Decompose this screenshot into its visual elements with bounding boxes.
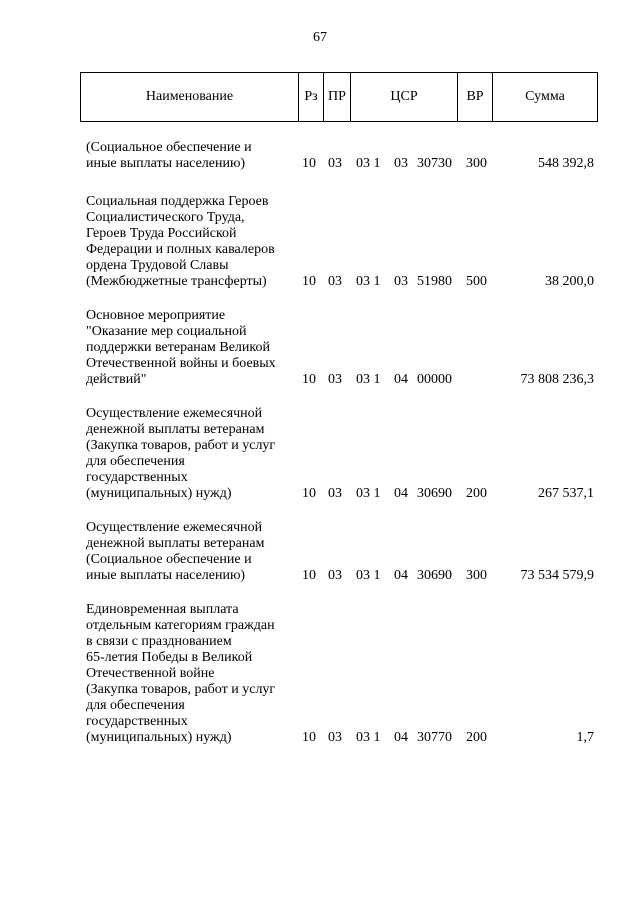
table-header — [80, 72, 598, 122]
row-csr-event: 04 — [394, 730, 408, 745]
row-name: Осуществление ежемесячной денежной выплаты ветеранам (Закупка товаров, работ и услуг для обеспечения государственных (муниципальных) нужд) — [86, 406, 276, 501]
header-csr: ЦСР — [351, 73, 458, 121]
row-csr-program: 03 1 — [356, 730, 381, 745]
row-rz: 10 — [302, 730, 316, 745]
row-csr-event: 03 — [394, 274, 408, 289]
row-csr-event: 04 — [394, 372, 408, 387]
header-pr: ПР — [324, 73, 351, 121]
row-rz: 10 — [302, 156, 316, 171]
row-csr-event: 04 — [394, 486, 408, 501]
table-row — [86, 308, 598, 388]
row-csr-code: 30770 — [417, 730, 452, 745]
row-vr: 300 — [466, 156, 487, 171]
row-vr: 200 — [466, 730, 487, 745]
row-name: Единовременная выплата отдельным категориям граждан в связи с празднованием 65-летия Победы в Великой Отечественной войне (Закупка товаров, работ и услуг для обеспечения государственных (муниципальных) нужд) — [86, 602, 276, 745]
row-rz: 10 — [302, 486, 316, 501]
row-sum: 73 534 579,9 — [520, 568, 594, 583]
row-csr-code: 30690 — [417, 486, 452, 501]
row-name: (Социальное обеспечение и иные выплаты населению) — [86, 140, 252, 171]
row-vr: 500 — [466, 274, 487, 289]
row-csr-code: 30730 — [417, 156, 452, 171]
row-name: Осуществление ежемесячной денежной выплаты ветеранам (Социальное обеспечение и иные выплаты населению) — [86, 520, 265, 583]
row-vr: 300 — [466, 568, 487, 583]
row-vr: 200 — [466, 486, 487, 501]
row-sum: 38 200,0 — [545, 274, 594, 289]
table-row — [86, 194, 598, 290]
header-rz: Рз — [299, 73, 324, 121]
row-csr-code: 00000 — [417, 372, 452, 387]
row-csr-code: 30690 — [417, 568, 452, 583]
table-row — [86, 406, 598, 502]
row-sum: 1,7 — [576, 730, 594, 745]
row-sum: 548 392,8 — [538, 156, 594, 171]
row-rz: 10 — [302, 568, 316, 583]
table-row — [86, 602, 598, 746]
header-vr: ВР — [458, 73, 493, 121]
row-pr: 03 — [328, 730, 342, 745]
row-csr-program: 03 1 — [356, 156, 381, 171]
row-name: Социальная поддержка Героев Социалистического Труда, Героев Труда Российской Федерации и полных кавалеров ордена Трудовой Славы (Межбюджетные трансферты) — [86, 194, 275, 289]
row-pr: 03 — [328, 486, 342, 501]
row-pr: 03 — [328, 568, 342, 583]
page-number: 67 — [313, 30, 327, 45]
row-pr: 03 — [328, 274, 342, 289]
row-csr-event: 03 — [394, 156, 408, 171]
table-row — [86, 520, 598, 584]
row-csr-code: 51980 — [417, 274, 452, 289]
header-sum: Сумма — [525, 89, 565, 104]
row-csr-program: 03 1 — [356, 568, 381, 583]
header-name: Наименование — [81, 73, 299, 121]
row-csr-program: 03 1 — [356, 274, 381, 289]
row-sum: 73 808 236,3 — [520, 372, 594, 387]
row-pr: 03 — [328, 372, 342, 387]
row-name: Основное мероприятие "Оказание мер социальной поддержки ветеранам Великой Отечественной войны и боевых действий" — [86, 308, 276, 387]
table-row — [86, 140, 598, 172]
row-csr-program: 03 1 — [356, 372, 381, 387]
row-rz: 10 — [302, 372, 316, 387]
row-pr: 03 — [328, 156, 342, 171]
row-csr-program: 03 1 — [356, 486, 381, 501]
row-csr-event: 04 — [394, 568, 408, 583]
row-rz: 10 — [302, 274, 316, 289]
row-sum: 267 537,1 — [538, 486, 594, 501]
